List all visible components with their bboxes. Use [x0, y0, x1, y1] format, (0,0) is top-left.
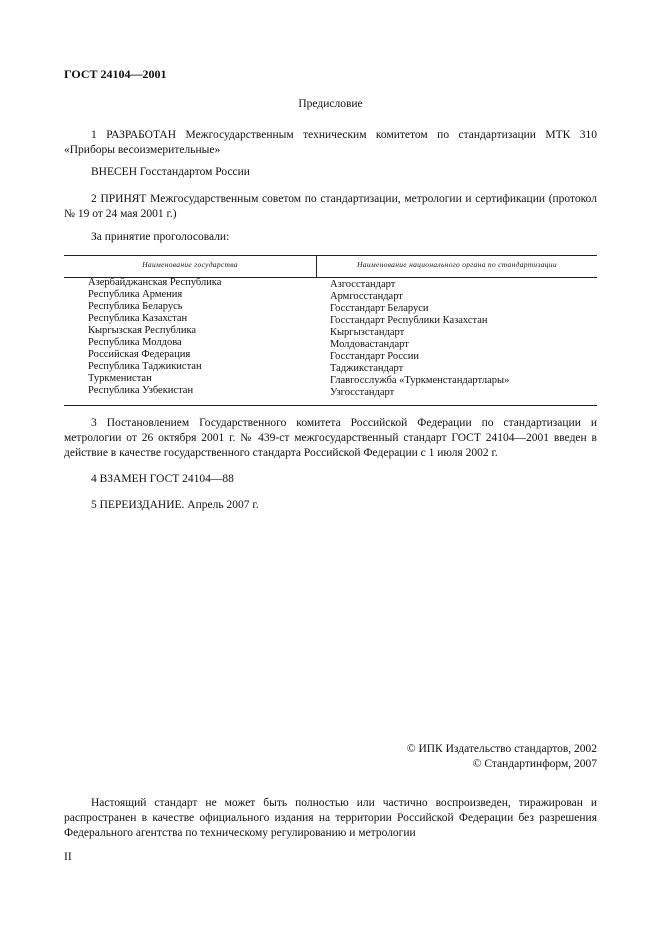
voting-table	[64, 255, 597, 405]
table-bottom-rule	[64, 405, 597, 406]
standards-body-name: Госстандарт России	[330, 351, 419, 362]
standards-body-name: Молдовастандарт	[330, 339, 409, 350]
paragraph-voted: За принятие проголосовали:	[91, 231, 230, 243]
page-number: II	[64, 851, 72, 863]
standards-body-name: Госстандарт Беларуси	[330, 303, 429, 314]
paragraph-developed: 1 РАЗРАБОТАН Межгосударственным техническим комитетом по стандартизации МТК 310 «Приборы весоизмерительные»	[64, 129, 597, 156]
reproduction-notice: Настоящий стандарт не может быть полностью или частично воспроизведен, тиражирован и распространен в качестве официального издания на территории Российской Федерации без разрешения Федерального агентства по техническому регулированию и метрологии	[64, 797, 597, 839]
state-name: Республика Армения	[88, 289, 183, 300]
state-name: Республика Казахстан	[88, 313, 188, 324]
standards-body-name: Госстандарт Республики Казахстан	[330, 315, 488, 326]
state-name: Азербайджанская Республика	[88, 277, 222, 288]
state-name: Туркменистан	[88, 373, 152, 384]
table-header-body: Наименование национального органа по стандартизации	[357, 260, 557, 269]
paragraph-introduced: ВНЕСЕН Госстандартом России	[91, 166, 250, 178]
paragraph-replaces: 4 ВЗАМЕН ГОСТ 24104—88	[91, 473, 234, 485]
paragraph-reissue: 5 ПЕРЕИЗДАНИЕ. Апрель 2007 г.	[91, 499, 259, 511]
state-name: Республика Беларусь	[88, 301, 183, 312]
bodies-list	[330, 279, 509, 399]
paragraph-decree: 3 Постановлением Государственного комитета Российской Федерации по стандартизации и метрологии от 26 октября 2001 г. № 439-ст межгосударственный стандарт ГОСТ 24104—2001 введен в действие в качестве государственного стандарта Российской Федерации с 1 июля 2002 г.	[64, 417, 597, 459]
state-name: Республика Узбекистан	[88, 385, 194, 396]
document-code: ГОСТ 24104—2001	[64, 67, 167, 81]
states-list	[88, 277, 221, 397]
standards-body-name: Азгосстандарт	[330, 279, 396, 290]
table-top-rule	[64, 255, 597, 256]
state-name: Российская Федерация	[88, 349, 191, 360]
copyright-standartinform: © Стандартинформ, 2007	[472, 758, 597, 770]
paragraph-adopted: 2 ПРИНЯТ Межгосударственным советом по стандартизации, метрологии и сертификации (протокол № 19 от 24 мая 2001 г.)	[64, 193, 597, 220]
state-name: Кыргызская Республика	[88, 325, 197, 336]
standards-body-name: Армгосстандарт	[330, 291, 403, 302]
standards-body-name: Таджикстандарт	[330, 363, 404, 374]
standards-body-name: Кыргызстандарт	[330, 327, 405, 338]
state-name: Республика Таджикистан	[88, 361, 202, 372]
standards-body-name: Главгосслужба «Туркменстандартлары»	[330, 375, 510, 386]
table-header-state: Наименование государства	[142, 260, 238, 269]
standards-body-name: Узгосстандарт	[330, 387, 395, 398]
preface-title: Предисловие	[298, 98, 363, 110]
state-name: Республика Молдова	[88, 337, 182, 348]
copyright-publisher: © ИПК Издательство стандартов, 2002	[406, 743, 597, 755]
